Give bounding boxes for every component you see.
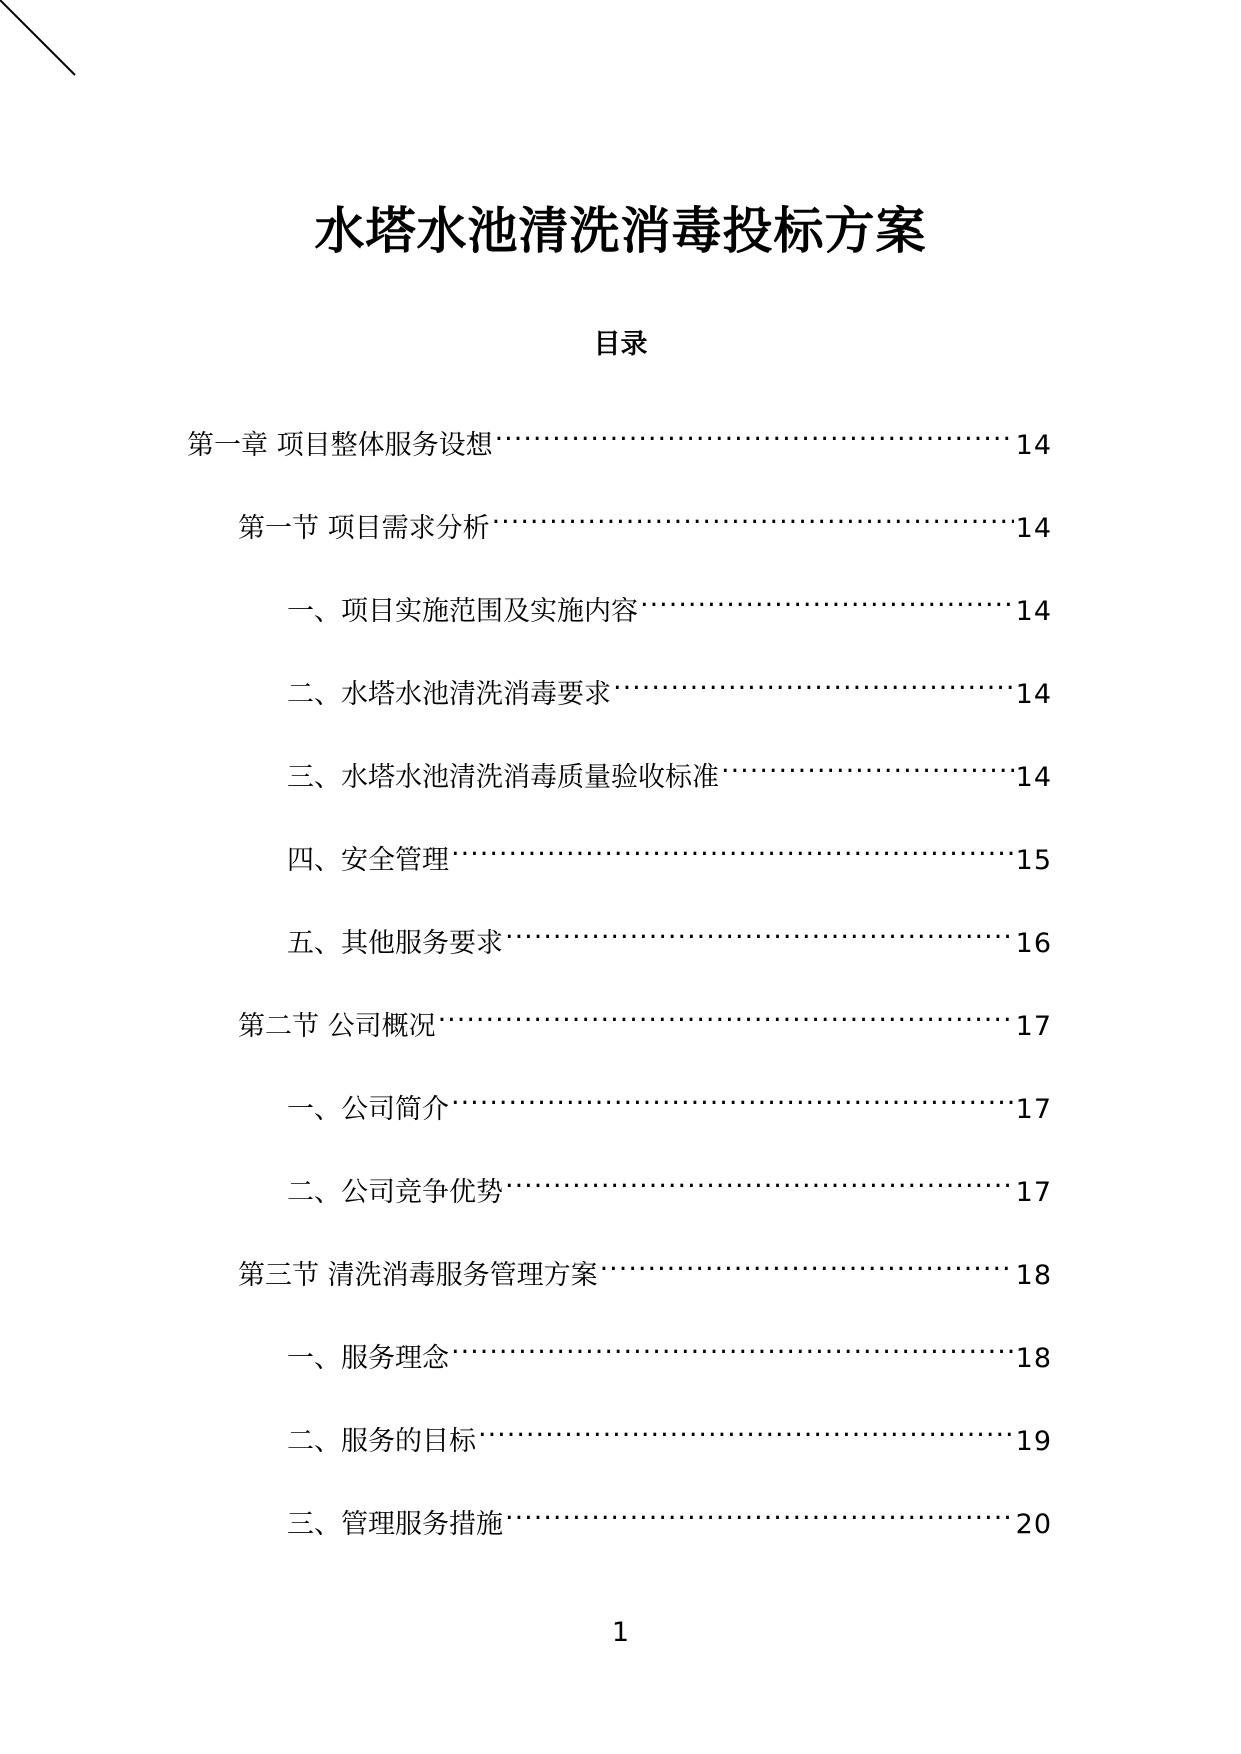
toc-entry-title: 二、公司竞争优势 (287, 1177, 503, 1208)
toc-entry[interactable] (287, 908, 1052, 959)
toc-dot-leader (640, 576, 1014, 620)
toc-entry-page: 19 (1015, 1426, 1052, 1457)
corner-crop-mark (0, 0, 80, 80)
toc-entry-title: 二、服务的目标 (287, 1426, 476, 1457)
toc-entry-title: 三、管理服务措施 (287, 1509, 503, 1540)
toc-entry[interactable] (287, 1323, 1052, 1374)
toc-entry-title: 一、公司简介 (287, 1094, 449, 1125)
toc-entry[interactable] (238, 493, 1052, 544)
toc-entry-page: 14 (1015, 762, 1052, 793)
toc-dot-leader (451, 825, 1014, 869)
toc-dot-leader (505, 908, 1014, 952)
toc-entry-title: 第三节 清洗消毒服务管理方案 (238, 1260, 598, 1291)
toc-entry-page: 14 (1015, 513, 1052, 544)
toc-dot-leader (721, 742, 1014, 786)
toc-entry[interactable] (287, 1157, 1052, 1208)
toc-entry-page: 17 (1015, 1094, 1052, 1125)
toc-entry-page: 20 (1015, 1509, 1052, 1540)
toc-entry-page: 18 (1015, 1260, 1052, 1291)
toc-entry-page: 14 (1015, 596, 1052, 627)
toc-entry-page: 15 (1015, 845, 1052, 876)
toc-dot-leader (505, 1489, 1014, 1533)
toc-entry[interactable] (287, 1406, 1052, 1457)
toc-entry[interactable] (287, 742, 1052, 793)
toc-heading: 目录 (593, 329, 648, 360)
toc-entry[interactable] (238, 991, 1052, 1042)
toc-entry-page: 16 (1015, 928, 1052, 959)
toc-dot-leader (478, 1406, 1014, 1450)
toc-entry-page: 14 (1015, 679, 1052, 710)
toc-entry[interactable] (187, 410, 1052, 461)
toc-entry-title: 五、其他服务要求 (287, 928, 503, 959)
toc-entry[interactable] (287, 576, 1052, 627)
toc-entry[interactable] (287, 825, 1052, 876)
toc-entry-page: 17 (1015, 1011, 1052, 1042)
document-title: 水塔水池清洗消毒投标方案 (314, 202, 927, 260)
toc-entry-page: 18 (1015, 1343, 1052, 1374)
toc-entry[interactable] (287, 659, 1052, 710)
toc-entry-title: 一、服务理念 (287, 1343, 449, 1374)
toc-entry-title: 二、水塔水池清洗消毒要求 (287, 679, 611, 710)
toc-entry-page: 14 (1015, 430, 1052, 461)
toc-dot-leader (451, 1074, 1014, 1118)
toc-dot-leader (505, 1157, 1014, 1201)
toc-entry[interactable] (238, 1240, 1052, 1291)
toc-entry-page: 17 (1015, 1177, 1052, 1208)
toc-dot-leader (492, 493, 1014, 537)
toc-entry-title: 四、安全管理 (287, 845, 449, 876)
toc-entry[interactable] (287, 1074, 1052, 1125)
toc-dot-leader (438, 991, 1014, 1035)
toc-entry[interactable] (287, 1489, 1052, 1540)
toc-entry-title: 三、水塔水池清洗消毒质量验收标准 (287, 762, 719, 793)
toc-dot-leader (451, 1323, 1014, 1367)
toc-dot-leader (495, 410, 1014, 454)
toc-dot-leader (613, 659, 1014, 703)
page-number: 1 (611, 1617, 630, 1648)
toc-entry-title: 第一章 项目整体服务设想 (187, 430, 493, 461)
toc-dot-leader (600, 1240, 1014, 1284)
toc-entry-title: 一、项目实施范围及实施内容 (287, 596, 638, 627)
toc-entry-title: 第一节 项目需求分析 (238, 513, 490, 544)
toc-entry-title: 第二节 公司概况 (238, 1011, 436, 1042)
